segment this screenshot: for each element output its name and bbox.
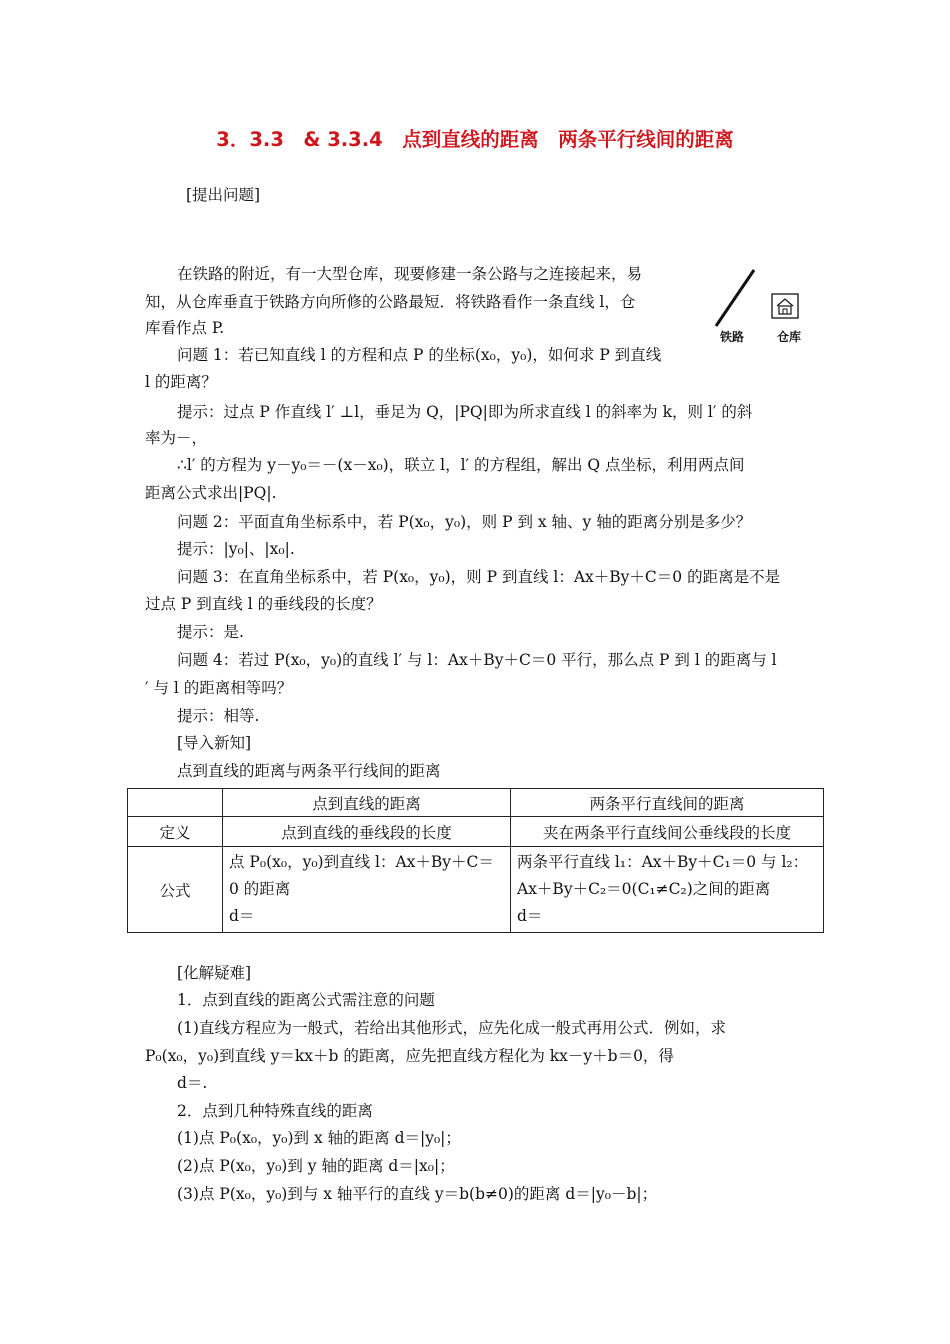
note-line-1: 1．点到直线的距离公式需注意的问题 xyxy=(177,991,435,1009)
railway-warehouse-figure xyxy=(708,268,818,348)
formula-point-line-text-1: 点 P₀(x₀，y₀)到直线 l：Ax＋By＋C＝ xyxy=(229,853,494,871)
intro-line-1: 在铁路的附近，有一大型仓库，现要修建一条公路与之连接起来，易 xyxy=(177,265,643,283)
question-3-line-2: 过点 P 到直线 l 的垂线段的长度？ xyxy=(145,595,382,613)
table-header-row xyxy=(128,789,824,817)
formula-point-line-text-3: d＝ xyxy=(229,907,255,925)
railway-label: 铁路 xyxy=(720,330,745,344)
hint-1-line-1: 提示：过点 P 作直线 l′ ⊥l，垂足为 Q，|PQ|即为所求直线 l 的斜率为 k，则 l′ 的斜 xyxy=(177,403,753,421)
note-line-7: (2)点 P(x₀，y₀)到 y 轴的距离 d＝|x₀|； xyxy=(177,1157,455,1175)
intro-line-2: 知，从仓库垂直于铁路方向所修的公路最短．将铁路看作一条直线 l，仓 xyxy=(145,293,636,311)
formula-parallel-text-2: Ax＋By＋C₂＝0(C₁≠C₂)之间的距离 xyxy=(517,880,771,898)
table-formula-row xyxy=(128,847,824,933)
formula-point-line-text-2: 0 的距离 xyxy=(229,880,291,898)
formula-parallel-text-3: d＝ xyxy=(517,907,543,925)
note-line-4: d＝. xyxy=(177,1074,208,1092)
section-label-new-knowledge: [导入新知] xyxy=(177,734,252,752)
question-4-line-2: ′ 与 l 的距离相等吗？ xyxy=(145,679,293,697)
note-line-6: (1)点 P₀(x₀，y₀)到 x 轴的距离 d＝|y₀|； xyxy=(177,1129,461,1147)
table-header-parallel-lines: 两条平行直线间的距离 xyxy=(511,789,824,817)
question-1-line-2: l 的距离？ xyxy=(145,373,217,391)
section-label-difficulties: [化解疑难] xyxy=(177,964,252,982)
hint-4: 提示：相等. xyxy=(177,707,260,725)
section-label-questions: [提出问题] xyxy=(186,186,261,204)
hint-1-line-2: 率为－， xyxy=(145,429,208,447)
table-caption: 点到直线的距离与两条平行线间的距离 xyxy=(177,762,441,780)
question-4-line-1: 问题 4：若过 P(x₀，y₀)的直线 l′ 与 l：Ax＋By＋C＝0 平行，那么点 P 到 l 的距离与 l xyxy=(177,651,777,669)
hint-1-line-3: ∴l′ 的方程为 y－y₀＝－(x－x₀)，联立 l，l′ 的方程组，解出 Q 点坐标，利用两点间 xyxy=(177,456,745,474)
table-formula-label: 公式 xyxy=(128,847,223,933)
hint-1-line-4: 距离公式求出|PQ|. xyxy=(145,484,277,502)
table-formula-parallel-lines xyxy=(511,847,824,933)
note-line-2: (1)直线方程应为一般式，若给出其他形式，应先化成一般式再用公式．例如，求 xyxy=(177,1019,726,1037)
intro-line-3: 库看作点 P. xyxy=(145,319,225,337)
hint-3: 提示：是. xyxy=(177,623,244,641)
table-definition-row xyxy=(128,817,824,847)
hint-2: 提示：|y₀|、|x₀|. xyxy=(177,540,295,558)
note-line-3: P₀(x₀，y₀)到直线 y＝kx＋b 的距离，应先把直线方程化为 kx－y＋b＝0，得 xyxy=(145,1047,674,1065)
table-definition-parallel-lines: 夹在两条平行直线间公垂线段的长度 xyxy=(511,817,824,847)
question-1-line-1: 问题 1：若已知直线 l 的方程和点 P 的坐标(x₀，y₀)，如何求 P 到直线 xyxy=(177,346,662,364)
table-definition-label: 定义 xyxy=(128,817,223,847)
warehouse-label: 仓库 xyxy=(777,330,802,344)
formula-parallel-text-1: 两条平行直线 l₁：Ax＋By＋C₁＝0 与 l₂： xyxy=(517,853,809,871)
note-line-8: (3)点 P(x₀，y₀)到与 x 轴平行的直线 y＝b(b≠0)的距离 d＝|y₀－b|； xyxy=(177,1185,658,1203)
question-2: 问题 2：平面直角坐标系中，若 P(x₀，y₀)，则 P 到 x 轴、y 轴的距离分别是多少？ xyxy=(177,513,752,531)
page-title: 3．3.3 & 3.3.4 点到直线的距离 两条平行线间的距离 xyxy=(216,128,734,151)
question-3-line-1: 问题 3：在直角坐标系中，若 P(x₀，y₀)，则 P 到直线 l：Ax＋By＋C＝0 的距离是不是 xyxy=(177,568,781,586)
distance-table xyxy=(127,788,824,933)
table-header-point-line: 点到直线的距离 xyxy=(223,789,511,817)
table-formula-point-line xyxy=(223,847,511,933)
table-corner-cell xyxy=(128,789,223,817)
table-definition-point-line: 点到直线的垂线段的长度 xyxy=(223,817,511,847)
note-line-5: 2．点到几种特殊直线的距离 xyxy=(177,1102,373,1120)
